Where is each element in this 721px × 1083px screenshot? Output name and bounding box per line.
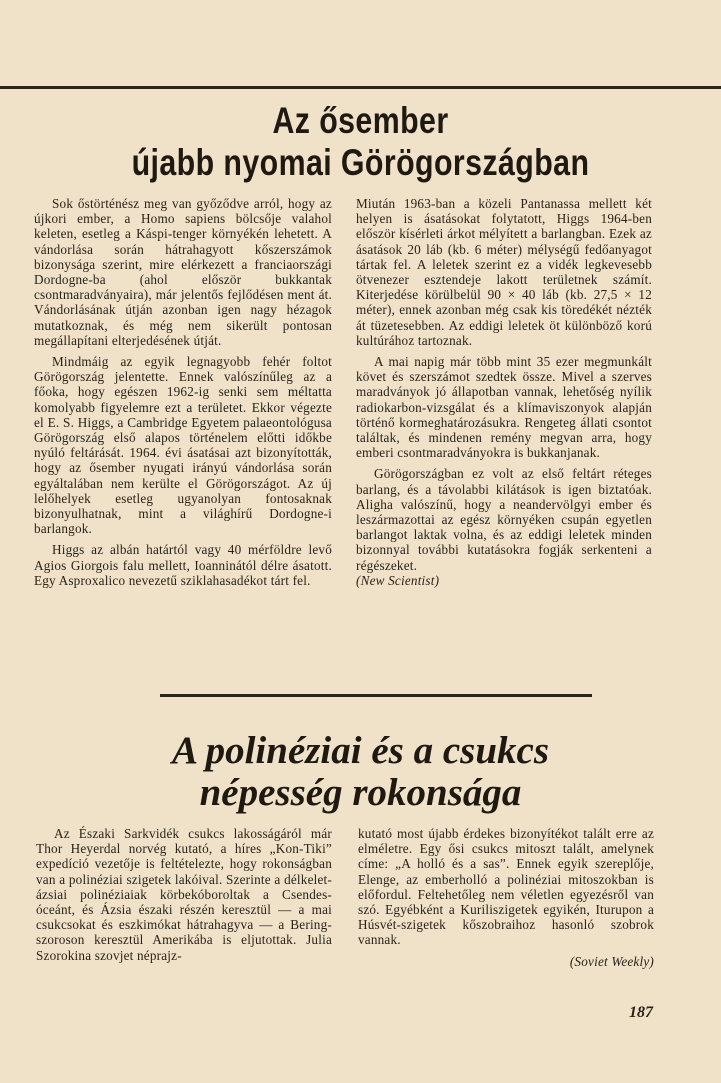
page-number: 187 xyxy=(629,1004,653,1021)
article2-title-line2: népesség rokonsága xyxy=(199,771,522,814)
article1-source: (New Scientist) xyxy=(356,572,440,588)
article2-column-left xyxy=(36,826,332,969)
paragraph: Mindmáig az egyik legnagyobb fehér foltot Görögország jelentette. Ennek valószínűleg az a főoka, hogy egészen 1962-ig senki sem méltatta komolyabb figyelemre ezt a területet. Ekkor végezte el E. S. Higgs, a Cambridge Egyetem palaeontológusa Görögország első alapos történelem előtti időkbe nyúló feltárását. 1964. évi ásatásai azt bizonyították, hogy az ősember nyugati irányú vándorlása során egyáltalában nem kerülte el Görögországot. Az új lelőhelyek esetleg ugyanolyan fontosaknak bizonyulhatnak, mint a világhírű Dordogne-i barlangok. xyxy=(34,354,332,537)
paragraph: Sok őstörténész meg van győződve arról, hogy az újkori ember, a Homo sapiens bölcsője valahol keleten, esetleg a Káspi-tenger környékén lehetett. A vándorlása során hátrahagyott kőszerszámok bizonysága szerint, mire elérkezett a franciaországi Dordogne-ba (ahol először bukkantak csontmaradványaira), már jelentős fejlődésen ment át. Vándorlásának útján azonban igen nagy hézagok mutatkoznak, és még nem sikerült pontosan megállapítani elterjedésének útját. xyxy=(34,196,332,348)
article-divider xyxy=(160,694,592,697)
paragraph: A mai napig már több mint 35 ezer megmunkált követ és szerszámot szedtek össze. Mivel a szerves maradványok jó állapotban vannak, lehetőség nyílik radiokarbon-vizsgálat és a klímaviszonyok alapján történő kormeghatározásukra. Rengeteg állati csontot találtak, és mindenen remény megvan arra, hogy emberi csontmaradványokra is bukkanjanak. xyxy=(356,354,652,461)
paragraph: Az Északi Sarkvidék csukcs lakosságáról már Thor Heyerdal norvég kutató, a híres „Kon-Tiki” expedíció vezetője is feltételezte, hogy rokonságban van a polinéziai szigetek lakóival. Szerinte a délkelet-ázsiai polinéziaiak körbekóboroltak a Csendes-óceánt, és Ázsia északi részén keresztül — a mai csukcsokat és eszkimókat hátrahagyva — a Bering-szoroson keresztül Amerikába is eljutottak. Julia Szorokina szovjet néprajz- xyxy=(36,826,332,963)
article1-column-left xyxy=(34,196,332,594)
paragraph: Miután 1963-ban a közeli Pantanassa mellett két helyen is ásatásokat folytatott, Higgs 1964-ben először kísérleti árkot mélyített a barlangban. Ezek az ásatások 20 láb (kb. 6 méter) mélységű fedőanyagot tártak fel. A leletek szerint ez a vidék legkevesebb ötvenezer esztendeje lakott területnek számít. Kiterjedése körülbelül 90 × 40 láb (kb. 27,5 × 12 méter), ennek azonban még csak kis töredékét nézték át tüzetesebben. Az eddigi leletek öt különböző korú kultúrához tartoznak. xyxy=(356,196,652,348)
paragraph: Görögországban ez volt az első feltárt réteges barlang, és a távolabbi kilátások is igen biztatóak. Aligha valószínű, hogy a neandervölgyi ember és leszármazottai az egész környéken csupán egyetlen barlangot laktak volna, és az eddigi leletek minden bizonnyal további kutatásokra fogják serkenteni a régészeket. xyxy=(356,466,652,573)
top-divider xyxy=(0,86,721,89)
article1-column-right xyxy=(356,196,652,588)
paragraph: kutató most újabb érdekes bizonyítékot talált erre az elméletre. Egy ősi csukcs mitoszt talált, amelynek címe: „A holló és a sas”. Ennek egyik szereplője, Elenge, az emberholló a polinéziai mitoszokban is előfordul. Feltehetőleg nem véletlen egyezésről van szó. Egyébként a Kuriliszigetek egyikén, Iturupon a Húsvét-szigetek kőszobraihoz hasonló szobrok vannak. xyxy=(358,826,654,948)
article2-source: (Soviet Weekly) xyxy=(569,953,654,969)
paragraph: Higgs az albán határtól vagy 40 mérföldre levő Agios Giorgois falu mellett, Ioanninától délre ásatott. Egy Asproxalico nevezetű sziklahasadékot tárt fel. xyxy=(34,542,332,588)
article1-title-line2: újabb nyomai Görögországban xyxy=(131,142,590,183)
article2-column-right xyxy=(358,826,654,969)
article2-title-line1: A polinéziai és a csukcs xyxy=(171,729,550,772)
article1-title-line1: Az ősember xyxy=(272,100,449,141)
